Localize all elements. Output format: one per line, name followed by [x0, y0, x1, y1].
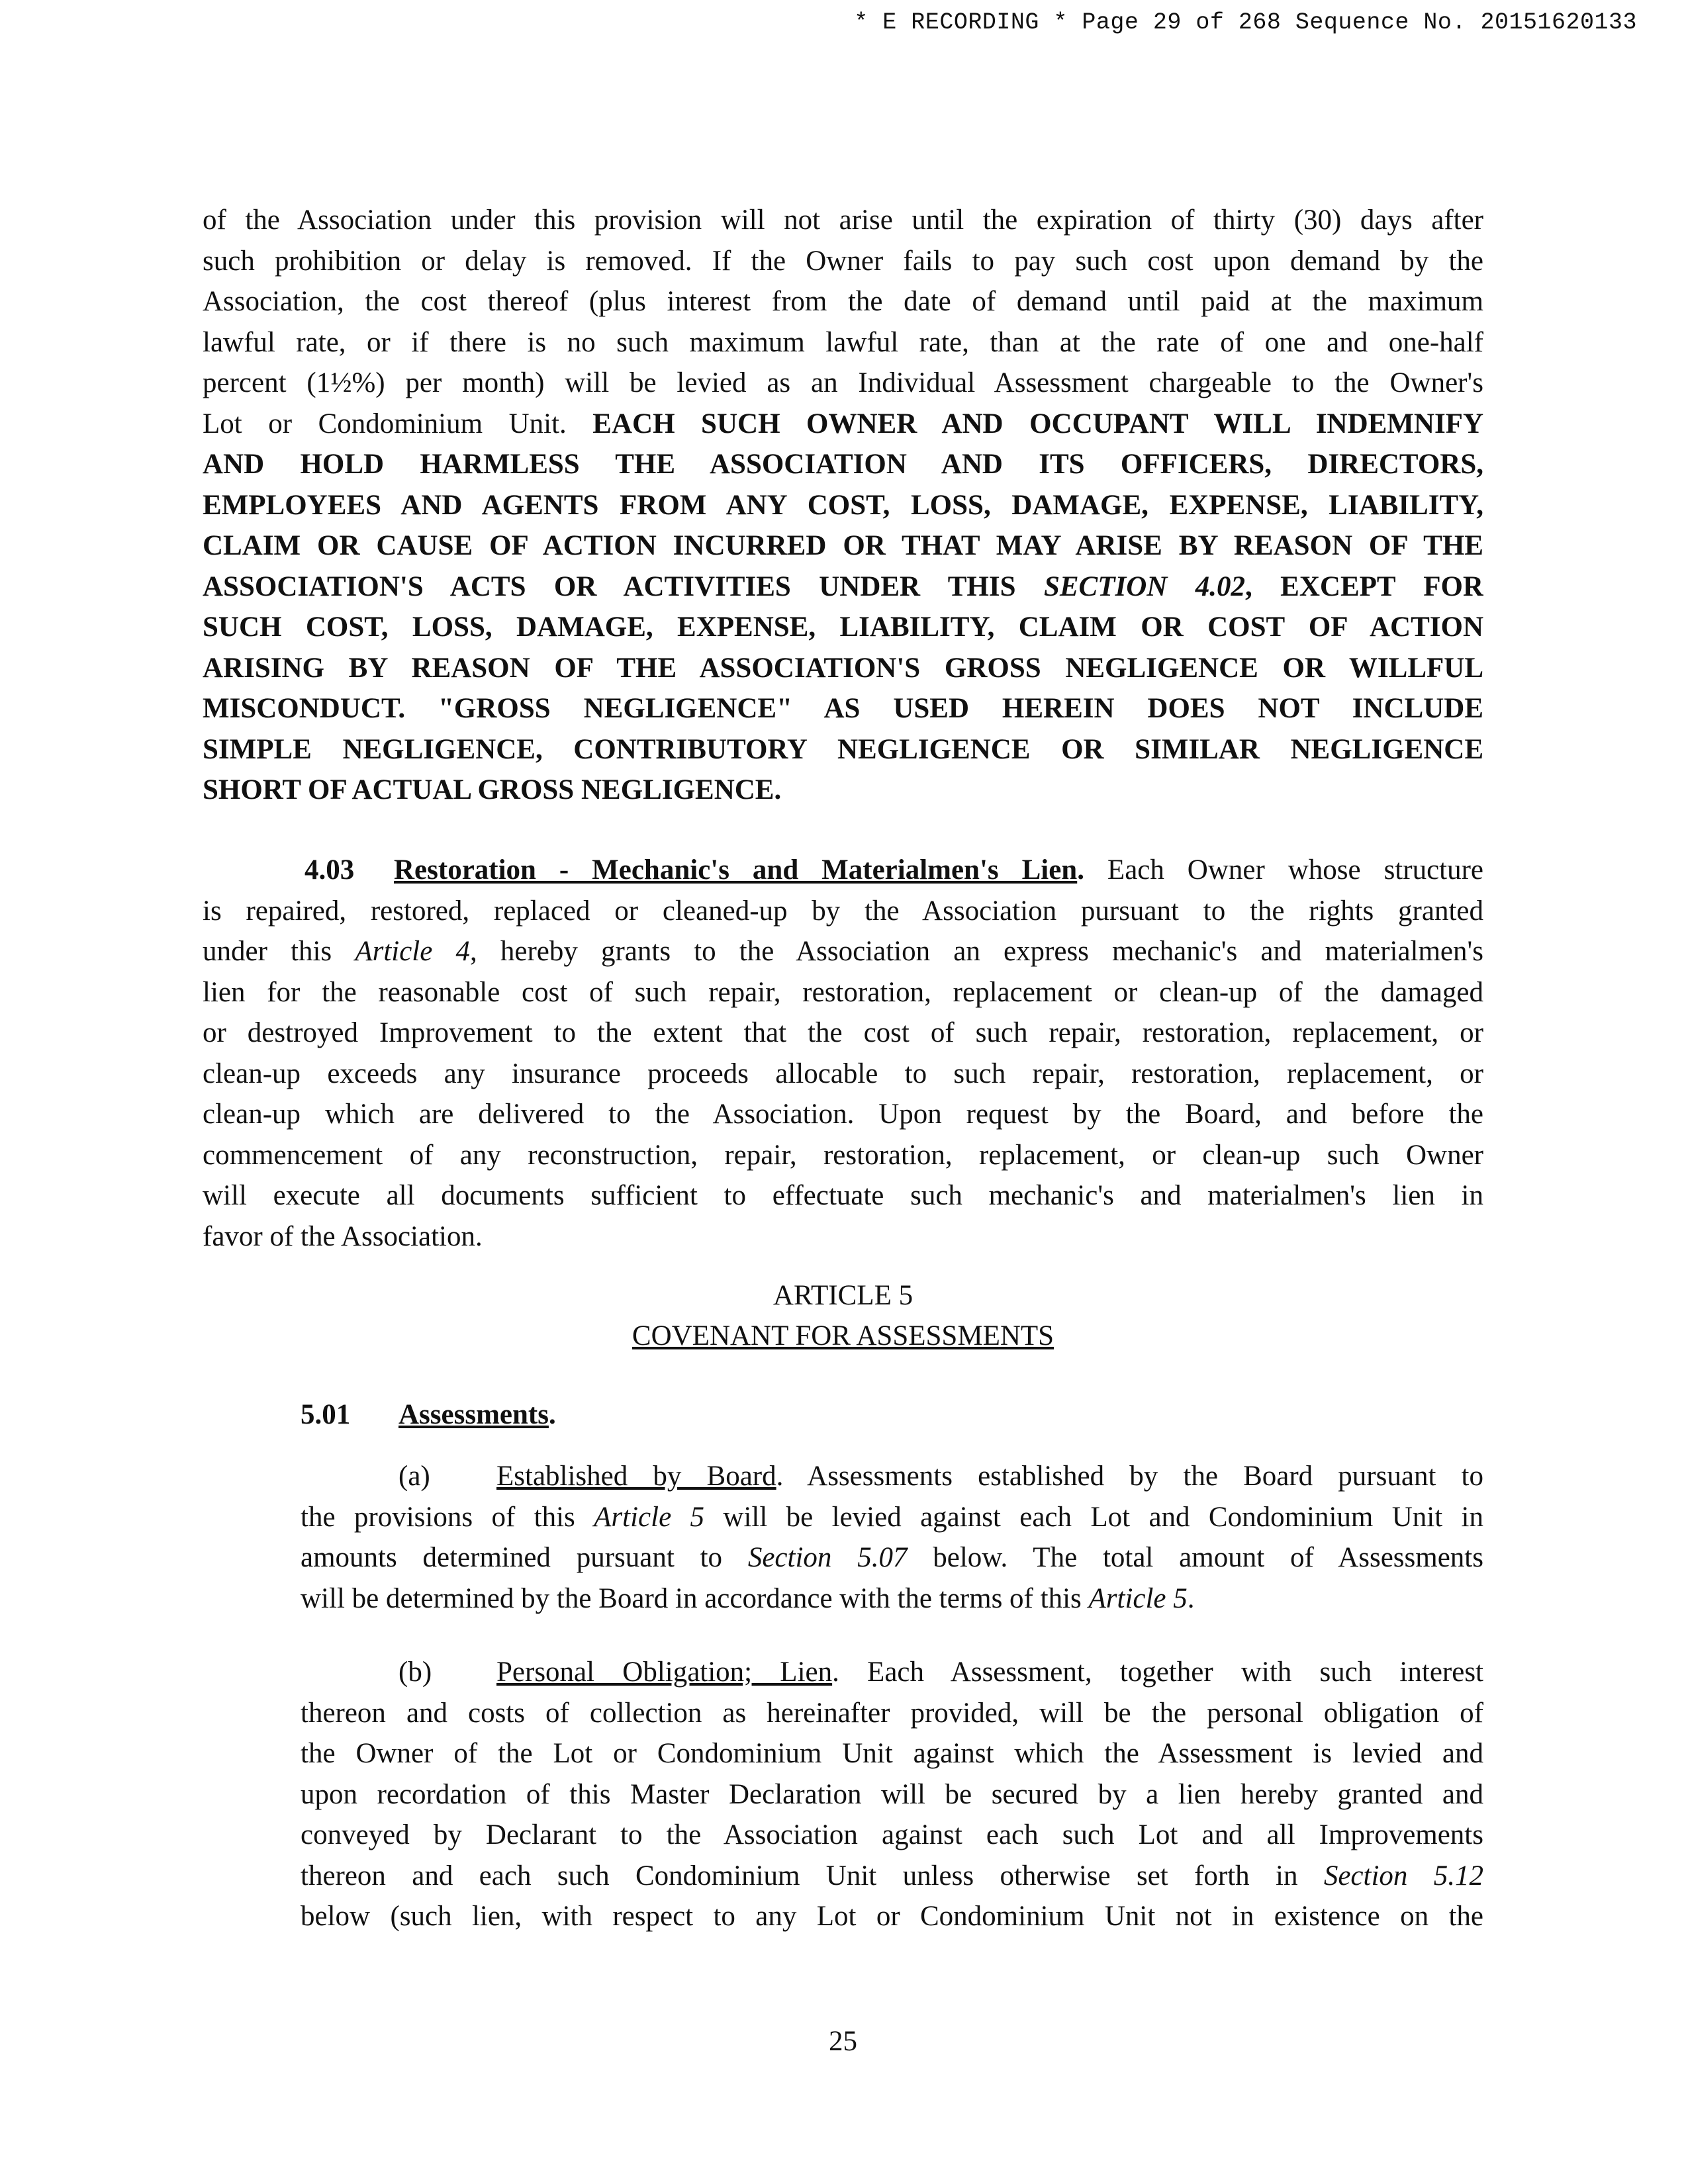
- text-run: will be determined by the Board in accordance with the terms of this: [301, 1582, 1082, 1614]
- text-line: [203, 931, 1483, 972]
- text-run: , EXCEPT FOR: [1245, 570, 1483, 602]
- subsection-marker: (a): [398, 1461, 430, 1492]
- indemnity-line: MISCONDUCT. "GROSS NEGLIGENCE" AS USED HEREIN DOES NOT INCLUDE: [203, 693, 1483, 724]
- text-line: [203, 850, 1483, 891]
- section-number: 5.01: [301, 1399, 351, 1430]
- article-title: COVENANT FOR ASSESSMENTS: [632, 1320, 1054, 1351]
- text-line: clean-up which are delivered to the Association. Upon request by the Board, and before the: [203, 1099, 1483, 1130]
- article-label: ARTICLE 5: [773, 1280, 913, 1311]
- section-reference: Section 5.07: [747, 1542, 908, 1573]
- text-line: such prohibition or delay is removed. If the Owner fails to pay such cost upon demand by the: [203, 245, 1483, 277]
- article-reference: Article 5: [1088, 1582, 1188, 1614]
- text-line: below (such lien, with respect to any Lot or Condominium Unit not in existence on the: [301, 1901, 1483, 1932]
- text-run: thereon and each such Condominium Unit unless otherwise set forth in: [301, 1860, 1298, 1891]
- section-number: 4.03: [304, 854, 355, 886]
- section-heading: Assessments: [398, 1399, 549, 1430]
- text-run: amounts determined pursuant to: [301, 1542, 723, 1573]
- text-run: ASSOCIATION'S ACTS OR ACTIVITIES UNDER THIS: [203, 570, 1016, 602]
- section-4-03: [203, 850, 1483, 1257]
- continuation-paragraph: [203, 200, 1483, 811]
- text-line: thereon and costs of collection as hereinafter provided, will be the personal obligation of: [301, 1697, 1483, 1729]
- text-run: Assessments established by the Board pursuant to: [807, 1461, 1483, 1492]
- indemnity-clause-start: EACH SUCH OWNER AND OCCUPANT WILL INDEMNIFY: [592, 408, 1483, 439]
- indemnity-line: SUCH COST, LOSS, DAMAGE, EXPENSE, LIABILITY, CLAIM OR COST OF ACTION: [203, 612, 1483, 643]
- indemnity-line: ARISING BY REASON OF THE ASSOCIATION'S GROSS NEGLIGENCE OR WILLFUL: [203, 652, 1483, 684]
- text-line: percent (1½%) per month) will be levied as an Individual Assessment chargeable to the Owner's: [203, 367, 1483, 398]
- recording-header: * E RECORDING * Page 29 of 268 Sequence No. 20151620133: [854, 9, 1637, 36]
- text-line: [301, 1856, 1483, 1897]
- text-line: [301, 1456, 1483, 1497]
- text-line: [301, 1497, 1483, 1538]
- text-run: Each Owner whose structure: [1107, 854, 1483, 886]
- text-run: will be levied against each Lot and Condominium Unit in: [723, 1501, 1483, 1533]
- indemnity-line: SIMPLE NEGLIGENCE, CONTRIBUTORY NEGLIGENCE OR SIMILAR NEGLIGENCE: [203, 733, 1483, 765]
- section-5-01-heading: [301, 1394, 1581, 1435]
- page-number: 25: [829, 2026, 857, 2057]
- section-heading: Restoration - Mechanic's and Materialmen's Lien.: [394, 854, 1084, 886]
- text-run: Lot or Condominium Unit.: [203, 408, 567, 439]
- text-line: will execute all documents sufficient to effectuate such mechanic's and materialmen's lien in: [203, 1180, 1483, 1211]
- section-reference: Section 5.12: [1323, 1860, 1483, 1891]
- text-line: favor of the Association.: [203, 1220, 483, 1252]
- indemnity-line: SHORT OF ACTUAL GROSS NEGLIGENCE.: [203, 774, 782, 805]
- indemnity-line: [203, 567, 1483, 608]
- text-line: [301, 1652, 1483, 1693]
- text-line: [301, 1578, 1483, 1619]
- text-line: of the Association under this provision will not arise until the expiration of thirty (30) days after: [203, 205, 1483, 236]
- indemnity-line: AND HOLD HARMLESS THE ASSOCIATION AND ITS OFFICERS, DIRECTORS,: [203, 449, 1483, 480]
- text-line: is repaired, restored, replaced or cleaned-up by the Association pursuant to the rights granted: [203, 895, 1483, 927]
- text-line: commencement of any reconstruction, repair, restoration, replacement, or clean-up such Owner: [203, 1139, 1483, 1171]
- text-line: conveyed by Declarant to the Association against each such Lot and all Improvements: [301, 1819, 1483, 1850]
- text-line: or destroyed Improvement to the extent that the cost of such repair, restoration, replacement, or: [203, 1017, 1483, 1048]
- text-line: lien for the reasonable cost of such repair, restoration, replacement or clean-up of the damaged: [203, 976, 1483, 1008]
- text-run: below. The total amount of Assessments: [933, 1542, 1483, 1573]
- text-run: under this: [203, 936, 332, 967]
- text-line: clean-up exceeds any insurance proceeds allocable to such repair, restoration, replacement, or: [203, 1058, 1483, 1089]
- text-line: the Owner of the Lot or Condominium Unit against which the Assessment is levied and: [301, 1738, 1483, 1769]
- subsection-heading: Personal Obligation; Lien.: [496, 1657, 839, 1688]
- article-reference: Article 5: [594, 1501, 705, 1533]
- text-run: the provisions of this: [301, 1501, 575, 1533]
- text-line: [203, 404, 1483, 445]
- text-line: Association, the cost thereof (plus interest from the date of demand until paid at the maximum: [203, 286, 1483, 317]
- indemnity-line: EMPLOYEES AND AGENTS FROM ANY COST, LOSS, DAMAGE, EXPENSE, LIABILITY,: [203, 489, 1483, 521]
- text-line: upon recordation of this Master Declaration will be secured by a lien hereby granted and: [301, 1778, 1483, 1810]
- article-reference: Article 4: [355, 936, 470, 967]
- subsection-heading: Established by Board.: [496, 1461, 784, 1492]
- text-line: lawful rate, or if there is no such maximum lawful rate, than at the rate of one and one-half: [203, 326, 1483, 358]
- text-run: , hereby grants to the Association an express mechanic's and materialmen's: [469, 936, 1483, 967]
- text-run: .: [1187, 1582, 1195, 1614]
- section-reference: SECTION 4.02: [1043, 570, 1246, 602]
- text-line: 5.01 Assessments.: [301, 1394, 1581, 1435]
- text-run: Each Assessment, together with such interest: [867, 1657, 1483, 1688]
- subsection-a: [301, 1456, 1483, 1619]
- subsection-marker: (b): [398, 1657, 432, 1688]
- subsection-b: [301, 1652, 1483, 1937]
- text-line: [301, 1537, 1483, 1578]
- indemnity-line: CLAIM OR CAUSE OF ACTION INCURRED OR THAT MAY ARISE BY REASON OF THE: [203, 530, 1483, 561]
